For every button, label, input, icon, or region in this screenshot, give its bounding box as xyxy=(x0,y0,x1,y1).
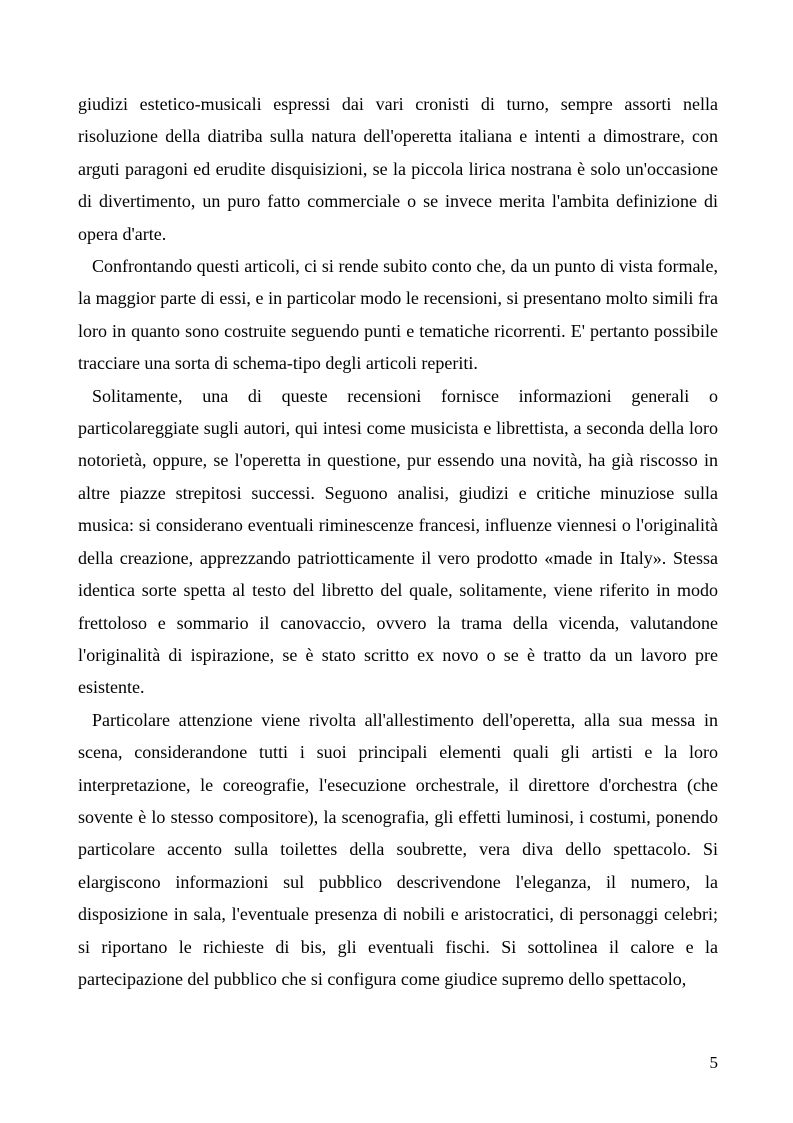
page-body xyxy=(78,88,718,995)
paragraph: Particolare attenzione viene rivolta all'allestimento dell'operetta, alla sua messa in scena, considerandone tutti i suoi principali elementi quali gli artisti e la loro interpretazione, le coreografie, l'esecuzione orchestrale, il direttore d'orchestra (che sovente è lo stesso compositore), la scenografia, gli effetti luminosi, i costumi, ponendo particolare accento sulla toilettes della soubrette, vera diva dello spettacolo. Si elargiscono informazioni sul pubblico descrivendone l'eleganza, il numero, la disposizione in sala, l'eventuale presenza di nobili e aristocratici, di personaggi celebri; si riportano le richieste di bis, gli eventuali fischi. Si sottolinea il calore e la partecipazione del pubblico che si configura come giudice supremo dello spettacolo, xyxy=(78,709,718,989)
paragraph: Solitamente, una di queste recensioni fornisce informazioni generali o particolareggiate sugli autori, qui intesi come musicista e librettista, a seconda della loro notorietà, oppure, se l'operetta in questione, pur essendo una novità, ha già riscosso in altre piazze strepitosi successi. Seguono analisi, giudizi e critiche minuziose sulla musica: si considerano eventuali riminescenze francesi, influenze viennesi o l'originalità della creazione, apprezzando patriotticamente il vero prodotto «made in Italy». Stessa identica sorte spetta al testo del libretto del quale, solitamente, viene riferito in modo frettoloso e sommario il canovaccio, ovvero la trama della vicenda, valutandone l'originalità di ispirazione, se è stato scritto ex novo o se è tratto da un lavoro pre esistente. xyxy=(78,385,718,698)
paragraph-continued: giudizi estetico-musicali espressi dai vari cronisti di turno, sempre assorti nella risoluzione della diatriba sulla natura dell'operetta italiana e intenti a dimostrare, con arguti paragoni ed erudite disquisizioni, se la piccola lirica nostrana è solo un'occasione di divertimento, un puro fatto commerciale o se invece merita l'ambita definizione di opera d'arte. xyxy=(78,94,718,244)
page-number: 5 xyxy=(709,1053,718,1072)
paragraph: Confrontando questi articoli, ci si rende subito conto che, da un punto di vista formale, la maggior parte di essi, e in particolar modo le recensioni, si presentano molto simili fra loro in quanto sono costruite seguendo punti e tematiche ricorrenti. E' pertanto possibile tracciare una sorta di schema-tipo degli articoli reperiti. xyxy=(78,256,718,374)
